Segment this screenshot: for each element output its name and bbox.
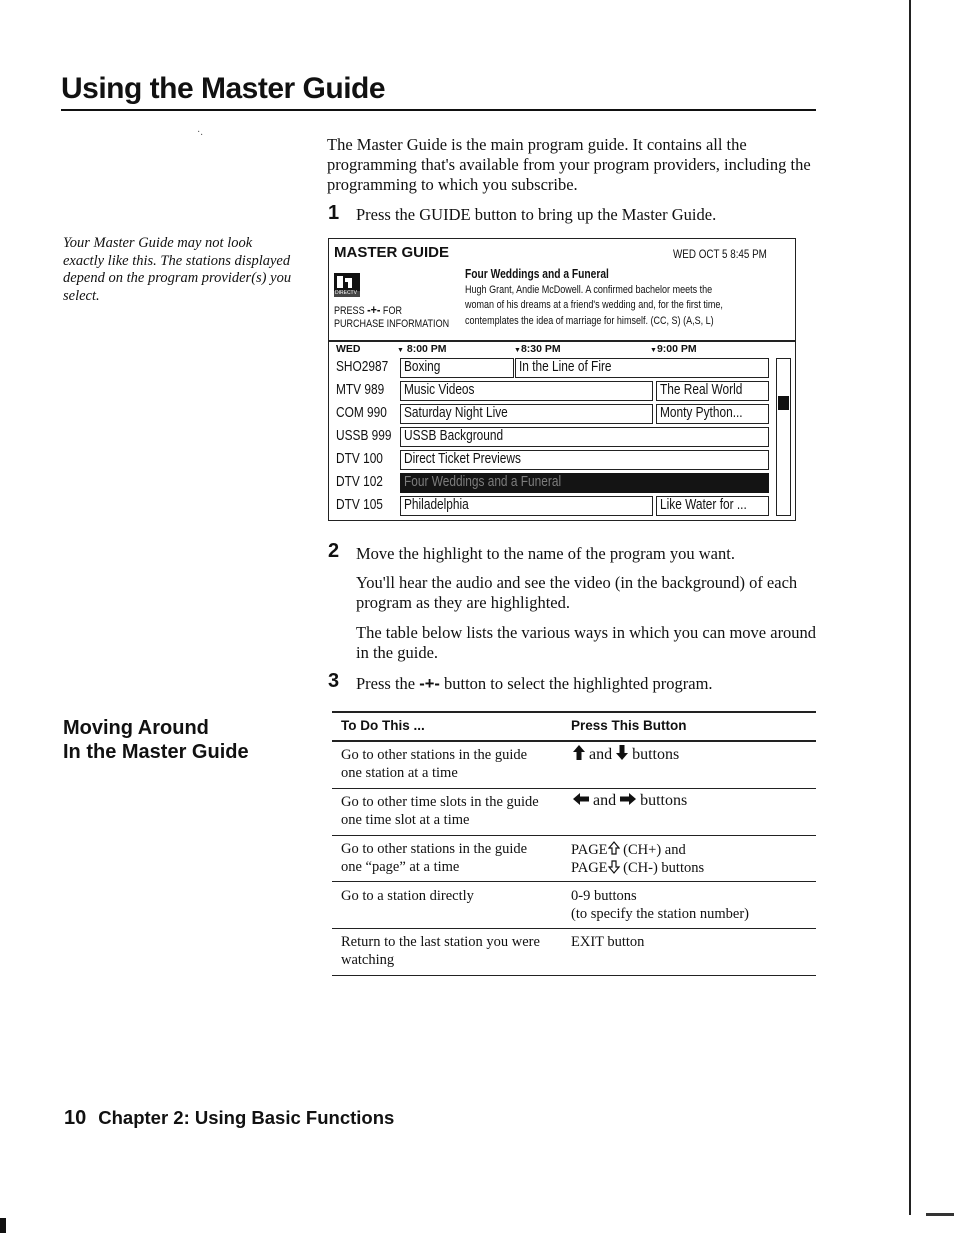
select-button-icon: -+-	[419, 675, 440, 693]
table-row: Go to a station directly	[341, 888, 474, 904]
program-desc-line: contemplates the idea of marriage for himself. (CC, S) (A,S, L)	[465, 314, 714, 327]
station-label: USSB 999	[336, 428, 392, 444]
step-number: 3	[328, 670, 340, 692]
program-cell[interactable]: Music Videos	[400, 381, 653, 401]
table-cell-buttons: PAGE (CH+) and PAGE (CH-) buttons	[571, 842, 705, 876]
table-row: Go to other stations in the guide one “page” at a time	[341, 841, 528, 875]
guide-title: MASTER GUIDE	[334, 244, 450, 261]
chapter-title: Chapter 2: Using Basic Functions	[98, 1107, 395, 1128]
step-2-paragraph: You'll hear the audio and see the video (in the background) of each program as they are highlighted.	[356, 573, 798, 612]
scan-edge-mark	[926, 1213, 954, 1216]
master-guide-screen	[328, 238, 796, 521]
guide-datetime: WED OCT 5 8:45 PM	[672, 247, 767, 261]
margin-note: Your Master Guide may not look exactly like this. The stations displayed depend on the program provider(s) you select.	[63, 235, 292, 304]
table-header-rule	[332, 740, 816, 742]
step-text: Move the highlight to the name of the program you want.	[356, 544, 735, 563]
step-1	[328, 202, 717, 225]
left-arrow-icon	[573, 792, 593, 809]
program-cell[interactable]: In the Line of Fire	[515, 358, 769, 378]
table-row-rule	[332, 788, 816, 789]
station-label: DTV 100	[336, 451, 383, 467]
page-up-icon	[608, 842, 620, 858]
program-cell[interactable]: The Real World	[656, 381, 769, 401]
program-cell[interactable]: Philadelphia	[400, 496, 653, 516]
right-arrow-icon	[620, 792, 640, 809]
station-label: DTV 105	[336, 497, 383, 513]
step-text: Press the GUIDE button to bring up the Master Guide.	[356, 205, 717, 224]
time-slot: ▼ 8:00 PM	[397, 343, 447, 355]
step-number: 2	[328, 540, 340, 562]
table-row-rule	[332, 835, 816, 836]
table-cell-buttons: and buttons	[573, 745, 679, 764]
table-row: Go to other stations in the guide one station at a time	[341, 747, 528, 781]
program-cell[interactable]: Direct Ticket Previews	[400, 450, 769, 470]
guide-scrollbar[interactable]	[776, 358, 791, 516]
table-cell-buttons: 0-9 buttons (to specify the station number)	[571, 888, 749, 922]
step-2	[328, 540, 735, 563]
program-cell[interactable]: Boxing	[400, 358, 514, 378]
program-info	[465, 267, 795, 329]
table-row: Go to other time slots in the guide one time slot at a time	[341, 794, 539, 828]
table-row-rule	[332, 881, 816, 882]
program-cell[interactable]: Like Water for ...	[656, 496, 769, 516]
press-for-purchase-info: PRESS -+- FOR PURCHASE INFORMATION	[334, 302, 450, 330]
program-cell[interactable]: Saturday Night Live	[400, 404, 653, 424]
table-cell-buttons: EXIT button	[571, 934, 645, 950]
page-down-icon	[608, 860, 620, 876]
down-arrow-icon	[616, 746, 632, 763]
step-2-paragraph: The table below lists the various ways in which you can move around in the guide.	[356, 623, 817, 662]
table-row-rule	[332, 928, 816, 929]
program-desc-line: woman of his dreams at a friend's wedding and, for the first time,	[465, 299, 723, 311]
table-top-rule	[332, 711, 816, 713]
guide-day: WED	[336, 343, 361, 355]
page-footer	[64, 1107, 394, 1130]
page-title: Using the Master Guide	[61, 72, 386, 105]
program-cell-highlighted[interactable]: Four Weddings and a Funeral	[400, 473, 769, 493]
table-bottom-rule	[332, 975, 816, 976]
scan-speck: ·.	[197, 127, 203, 138]
program-cell[interactable]: USSB Background	[400, 427, 769, 447]
directv-logo-icon: DIRECTV	[334, 273, 360, 297]
intro-paragraph: The Master Guide is the main program guide. It contains all the programming that's available from your program providers, including the programming to which you subscribe.	[327, 135, 811, 194]
title-rule	[61, 109, 816, 111]
up-arrow-icon	[573, 746, 589, 763]
scrollbar-thumb[interactable]	[778, 396, 789, 410]
section-heading: Moving Around In the Master Guide	[63, 717, 249, 763]
table-header-col1: To Do This ...	[341, 718, 425, 733]
program-cell[interactable]: Monty Python...	[656, 404, 769, 424]
station-label: COM 990	[336, 405, 387, 421]
program-title: Four Weddings and a Funeral	[465, 267, 609, 281]
table-row: Return to the last station you were watching	[341, 934, 540, 968]
program-desc-line: Hugh Grant, Andie McDowell. A confirmed bachelor meets the	[465, 283, 713, 296]
station-label: DTV 102	[336, 474, 383, 490]
time-slot: ▼9:00 PM	[650, 343, 697, 355]
step-3	[328, 670, 713, 693]
station-label: SHO2987	[336, 359, 389, 375]
step-number: 1	[328, 202, 340, 224]
page-number: 10	[64, 1107, 87, 1129]
time-slot: ▼8:30 PM	[514, 343, 561, 355]
step-text: Press the -+- button to select the highlighted program.	[356, 674, 713, 693]
table-header-col2: Press This Button	[571, 718, 687, 733]
table-cell-buttons: and buttons	[573, 792, 687, 810]
scan-edge-mark	[0, 1218, 6, 1233]
scan-edge-line	[909, 0, 911, 1215]
guide-divider	[329, 340, 795, 342]
station-label: MTV 989	[336, 382, 385, 398]
